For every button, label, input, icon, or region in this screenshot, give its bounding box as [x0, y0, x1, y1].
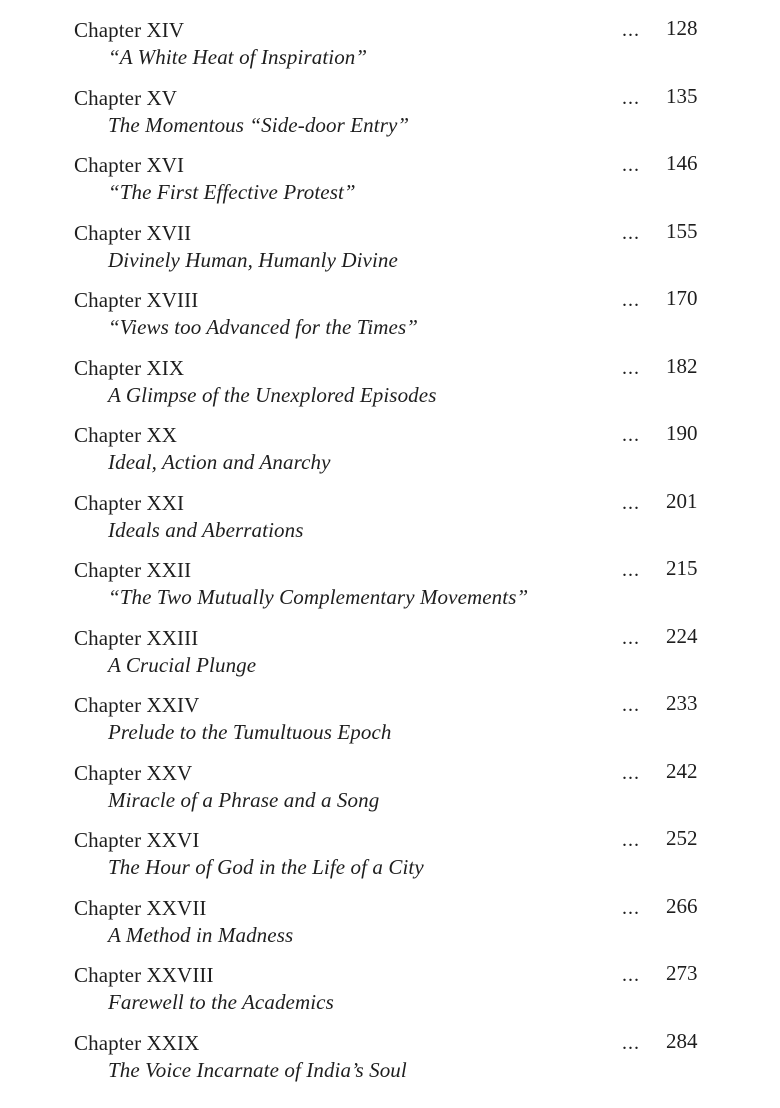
- page-number: 273: [666, 961, 698, 985]
- chapter-title: A Crucial Plunge: [108, 652, 257, 677]
- toc-entry: [0, 758, 780, 826]
- dot-leader: ...: [622, 896, 640, 919]
- toc-entry: [0, 150, 780, 218]
- chapter-title: A Method in Madness: [108, 922, 294, 947]
- page-number: 170: [666, 286, 698, 310]
- toc-entry: [0, 960, 780, 1028]
- dot-leader: ...: [622, 761, 640, 784]
- page-number: 135: [666, 83, 698, 108]
- chapter-number: Chapter XVIII: [74, 288, 199, 312]
- toc-entry: [0, 555, 780, 623]
- toc-entry: [0, 15, 780, 83]
- dot-leader: ...: [622, 694, 640, 716]
- page-number: 266: [666, 893, 698, 918]
- page-number: 201: [666, 488, 698, 513]
- chapter-title: A Glimpse of the Unexplored Episodes: [108, 382, 437, 407]
- chapter-title: “The Two Mutually Complementary Movements”: [108, 585, 529, 609]
- toc-entry: [0, 285, 780, 353]
- toc-entry: [0, 488, 780, 556]
- table-of-contents: [0, 15, 780, 1095]
- chapter-title: Ideals and Aberrations: [108, 517, 304, 542]
- chapter-number: Chapter XIX: [74, 355, 185, 380]
- chapter-title: Farewell to the Academics: [108, 990, 334, 1014]
- page-number: 224: [666, 623, 698, 648]
- dot-leader: ...: [622, 491, 640, 514]
- toc-entry: [0, 83, 780, 151]
- chapter-title: The Hour of God in the Life of a City: [108, 855, 424, 879]
- chapter-number: Chapter XV: [74, 85, 178, 110]
- page-number: 252: [666, 826, 698, 850]
- page-number: 155: [666, 218, 698, 243]
- dot-leader: ...: [622, 829, 640, 851]
- page-number: 182: [666, 353, 698, 378]
- page-number: 146: [666, 151, 698, 175]
- page-number: 215: [666, 556, 698, 580]
- toc-entry: [0, 353, 780, 421]
- toc-entry: [0, 825, 780, 893]
- dot-leader: ...: [622, 559, 640, 581]
- chapter-title: “A White Heat of Inspiration”: [108, 45, 368, 69]
- chapter-title: Ideal, Action and Anarchy: [108, 450, 331, 474]
- page-number: 233: [666, 691, 698, 715]
- chapter-number: Chapter XXI: [74, 490, 185, 515]
- chapter-number: Chapter XXIII: [74, 625, 199, 650]
- dot-leader: ...: [622, 424, 640, 446]
- page-number: 190: [666, 421, 698, 445]
- chapter-title: “Views too Advanced for the Times”: [108, 315, 419, 339]
- page-number: 242: [666, 758, 698, 783]
- chapter-number: Chapter XXVIII: [74, 963, 214, 987]
- chapter-number: Chapter XXIX: [74, 1030, 200, 1055]
- dot-leader: ...: [622, 86, 640, 109]
- chapter-title: Prelude to the Tumultuous Epoch: [108, 720, 392, 744]
- chapter-title: The Voice Incarnate of India’s Soul: [108, 1057, 407, 1082]
- chapter-number: Chapter XIV: [74, 18, 185, 42]
- dot-leader: ...: [622, 964, 640, 986]
- toc-entry: [0, 893, 780, 961]
- chapter-number: Chapter XXV: [74, 760, 193, 785]
- chapter-number: Chapter XXII: [74, 558, 192, 582]
- chapter-number: Chapter XXVI: [74, 828, 200, 852]
- chapter-number: Chapter XVI: [74, 153, 185, 177]
- chapter-number: Chapter XXVII: [74, 895, 207, 920]
- page-number: 284: [666, 1028, 698, 1053]
- chapter-number: Chapter XVII: [74, 220, 192, 245]
- dot-leader: ...: [622, 356, 640, 379]
- dot-leader: ...: [622, 154, 640, 176]
- chapter-title: Divinely Human, Humanly Divine: [108, 247, 398, 272]
- toc-entry: [0, 623, 780, 691]
- toc-entry: [0, 420, 780, 488]
- chapter-number: Chapter XXIV: [74, 693, 200, 717]
- toc-entry: [0, 218, 780, 286]
- chapter-title: Miracle of a Phrase and a Song: [108, 787, 380, 812]
- dot-leader: ...: [622, 19, 640, 41]
- page-number: 128: [666, 16, 698, 40]
- chapter-title: “The First Effective Protest”: [108, 180, 356, 204]
- dot-leader: ...: [622, 221, 640, 244]
- chapter-number: Chapter XX: [74, 423, 178, 447]
- toc-entry: [0, 690, 780, 758]
- dot-leader: ...: [622, 626, 640, 649]
- toc-entry: [0, 1028, 780, 1096]
- chapter-title: The Momentous “Side-door Entry”: [108, 112, 410, 137]
- dot-leader: ...: [622, 289, 640, 311]
- dot-leader: ...: [622, 1031, 640, 1054]
